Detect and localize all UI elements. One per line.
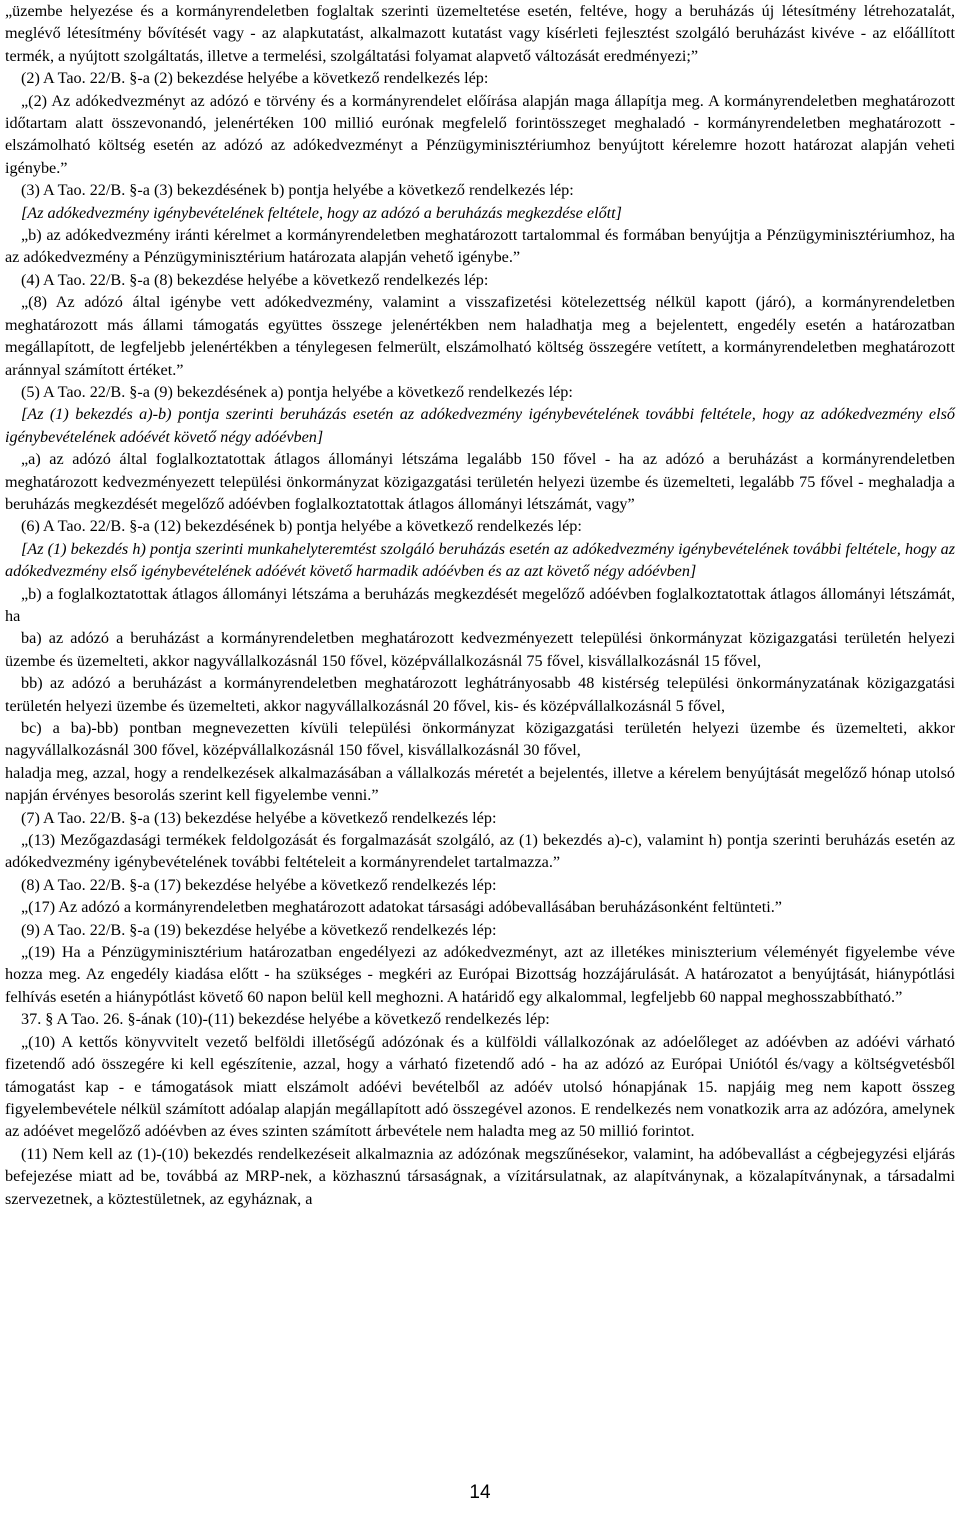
paragraph: „(19) Ha a Pénzügyminisztérium határozatban engedélyezi az adókedvezményt, azt az illetékes miniszterium véleményét figyelembe véve hozza meg. Az engedély kiadása előtt - ha szükséges - megkéri az Európai Bizottság hozzájárulását. A határozatot a benyújtását, hiánypótlási felhívás esetén a hiánypótlást követő 60 napon belül kell meghozni. A határidő egy alkalommal, legfeljebb 60 nappal meghosszabbítható.” <box>5 943 955 1006</box>
paragraph: „(10) A kettős könyvvitelt vezető belföldi illetőségű adózónak és a külföldi vállalkozónak az adóelőleget az adóévben az adóévi várható fizetendő adó összegére ki kell egészítenie, azzal, hogy a várható fizetendő adó - ha az adózó az Európai Uniótól és/vagy a költségvetésből támogatást kap - e támogatások miatt elszámolt adóévi bevételből az adóév utolsó hónapjának 15. napjáig meg nem kapott összeg figyelembevétele nélkül számított adóalap alapján megállapított adó összegével azonos. E rendelkezés nem vonatkozik arra az adózóra, amelynek az adóévet megelőző adóévben az éves szinten számított árbevétele nem haladta meg az 50 millió forintot. <box>5 1032 955 1141</box>
paragraph: [Az adókedvezmény igénybevételének feltétele, hogy az adózó a beruházás megkezdése előtt] <box>21 203 622 222</box>
document-body <box>5 0 955 1210</box>
paragraph: „üzembe helyezése és a kormányrendeletben foglaltak szerinti üzemeltetése esetén, feltéve, hogy a beruházás új létesítmény létrehozatalát, meglévő létesítmény bővítését vagy - az alapkutatást, alkalmazott kutatást vagy kísérleti fejlesztést szolgáló beruházást kivéve - az előállított termék, a nyújtott szolgáltatás, illetve a termelési, szolgáltatási folyamat alapvető változását eredményezi;” <box>5 2 955 65</box>
paragraph: (7) A Tao. 22/B. §-a (13) bekezdése helyébe a következő rendelkezés lép: <box>21 808 497 827</box>
paragraph: [Az (1) bekezdés h) pontja szerinti munkahelyteremtést szolgáló beruházás esetén az adókedvezmény igénybevételének további feltétele, hogy az adókedvezmény első igénybevételének adóévét követő harmadik adóévben és az azt követő négy adóévben] <box>5 539 955 581</box>
paragraph: „(2) Az adókedvezményt az adózó e törvény és a kormányrendelet előírása alapján maga állapítja meg. A kormányrendeletben meghatározott időtartam alatt összevonandó, jelenértéken 100 millió eurónak megfelelő forintösszeget meghaladó - kormányrendeletben meghatározott - elszámolható költség esetén az adózó az adókedvezményt a Pénzügyminisztériumhoz benyújtott kérelemre hozott határozat alapján veheti igénybe.” <box>5 91 955 177</box>
paragraph: (9) A Tao. 22/B. §-a (19) bekezdése helyébe a következő rendelkezés lép: <box>21 920 497 939</box>
paragraph: (6) A Tao. 22/B. §-a (12) bekezdésének b) pontja helyébe a következő rendelkezés lép: <box>21 517 582 536</box>
paragraph: (3) A Tao. 22/B. §-a (3) bekezdésének b) pontja helyébe a következő rendelkezés lép: <box>21 181 574 200</box>
paragraph: „(8) Az adózó által igénybe vett adókedvezmény, valamint a visszafizetési kötelezettség nélkül kapott (járó), a kormányrendeletben meghatározott más állami támogatás együttes összege jelenértékben nem haladhatja meg a bejelentett, engedély esetén a határozatban megállapított, de legfeljebb jelenértékben a ténylegesen felmerült, elszámolható költség összegére vetített, a kormányrendeletben meghatározott aránnyal számított értéket.” <box>5 293 955 379</box>
paragraph: „a) az adózó által foglalkoztatottak átlagos állományi létszáma legalább 150 fővel - ha az adózó a beruházást a kormányrendeletben meghatározott kedvezményezett települési önkormányzat közigazgatási területén helyezi üzembe és üzemelteti, legalább 75 fővel - meghaladja a beruházás megkezdését megelőző adóévben foglalkoztatottak átlagos állományi létszámát, vagy” <box>5 450 955 513</box>
paragraph: (8) A Tao. 22/B. §-a (17) bekezdése helyébe a következő rendelkezés lép: <box>21 875 497 894</box>
paragraph: bb) az adózó a beruházást a kormányrendeletben meghatározott leghátrányosabb 48 kistérség települési önkormányzatának közigazgatási területén helyezi üzembe és üzemelteti, akkor nagyvállalkozásnál 20 fővel, kis- és középvállalkozásnál 5 fővel, <box>5 674 955 715</box>
page-number: 14 <box>469 1482 491 1503</box>
paragraph: (4) A Tao. 22/B. §-a (8) bekezdése helyébe a következő rendelkezés lép: <box>21 270 489 289</box>
paragraph: ba) az adózó a beruházást a kormányrendeletben meghatározott kedvezményezett települési önkormányzat közigazgatási területén helyezi üzembe és üzemelteti, akkor nagyvállalkozásnál 150 fővel, középvállalkozásnál 75 fővel, kisvállalkozásnál 15 fővel, <box>5 629 955 670</box>
paragraph: (5) A Tao. 22/B. §-a (9) bekezdésének a) pontja helyébe a következő rendelkezés lép: <box>21 382 573 401</box>
paragraph: haladja meg, azzal, hogy a rendelkezések alkalmazásában a vállalkozás méretét a bejelentés, illetve a kérelem benyújtását megelőző hónap utolsó napján érvényes besorolás szerint kell figyelembe venni.” <box>5 763 955 805</box>
paragraph: [Az (1) bekezdés a)-b) pontja szerinti beruházás esetén az adókedvezmény igénybevételének további feltétele, hogy az adókedvezmény első igénybevételének adóévét követő négy adóévben] <box>5 405 955 446</box>
paragraph: „b) a foglalkoztatottak átlagos állományi létszáma a beruházás megkezdését megelőző adóévben foglalkoztatottak átlagos állományi létszámát, ha <box>5 584 955 625</box>
paragraph: (11) Nem kell az (1)-(10) bekezdés rendelkezéseit alkalmaznia az adózónak megszűnésekor, valamint, ha adóbevallást a cégbejegyzési eljárás befejezése miatt ad be, továbbá az MRP-nek, a közhasznú társaságnak, a vízitársulatnak, az alapítványnak, a közalapítványnak, a társadalmi szervezetnek, a köztestületnek, az egyháznak, a <box>5 1144 955 1208</box>
paragraph: „b) az adókedvezmény iránti kérelmet a kormányrendeletben meghatározott tartalommal és formában benyújtja a Pénzügyminisztériumhoz, ha az adókedvezmény a Pénzügyminisztérium határozata alapján vehető igénybe.” <box>5 226 955 267</box>
paragraph: 37. § A Tao. 26. §-ának (10)-(11) bekezdése helyébe a következő rendelkezés lép: <box>21 1010 550 1029</box>
paragraph: „(13) Mezőgazdasági termékek feldolgozását és forgalmazását szolgáló, az (1) bekezdés a)-c), valamint h) pontja szerinti beruházás esetén az adókedvezmény igénybevételének további feltételeit a kormányrendelet tartalmazza.” <box>5 831 955 872</box>
paragraph: (2) A Tao. 22/B. §-a (2) bekezdése helyébe a következő rendelkezés lép: <box>21 69 489 88</box>
paragraph: „(17) Az adózó a kormányrendeletben meghatározott adatokat társasági adóbevallásában beruházásonként feltünteti.” <box>21 898 782 917</box>
paragraph: bc) a ba)-bb) pontban megnevezetten kívüli települési önkormányzat közigazgatási területén helyezi üzembe és üzemelteti, akkor nagyvállalkozásnál 300 fővel, középvállalkozásnál 150 fővel, kisvállalkozásnál 30 fővel, <box>5 719 955 760</box>
